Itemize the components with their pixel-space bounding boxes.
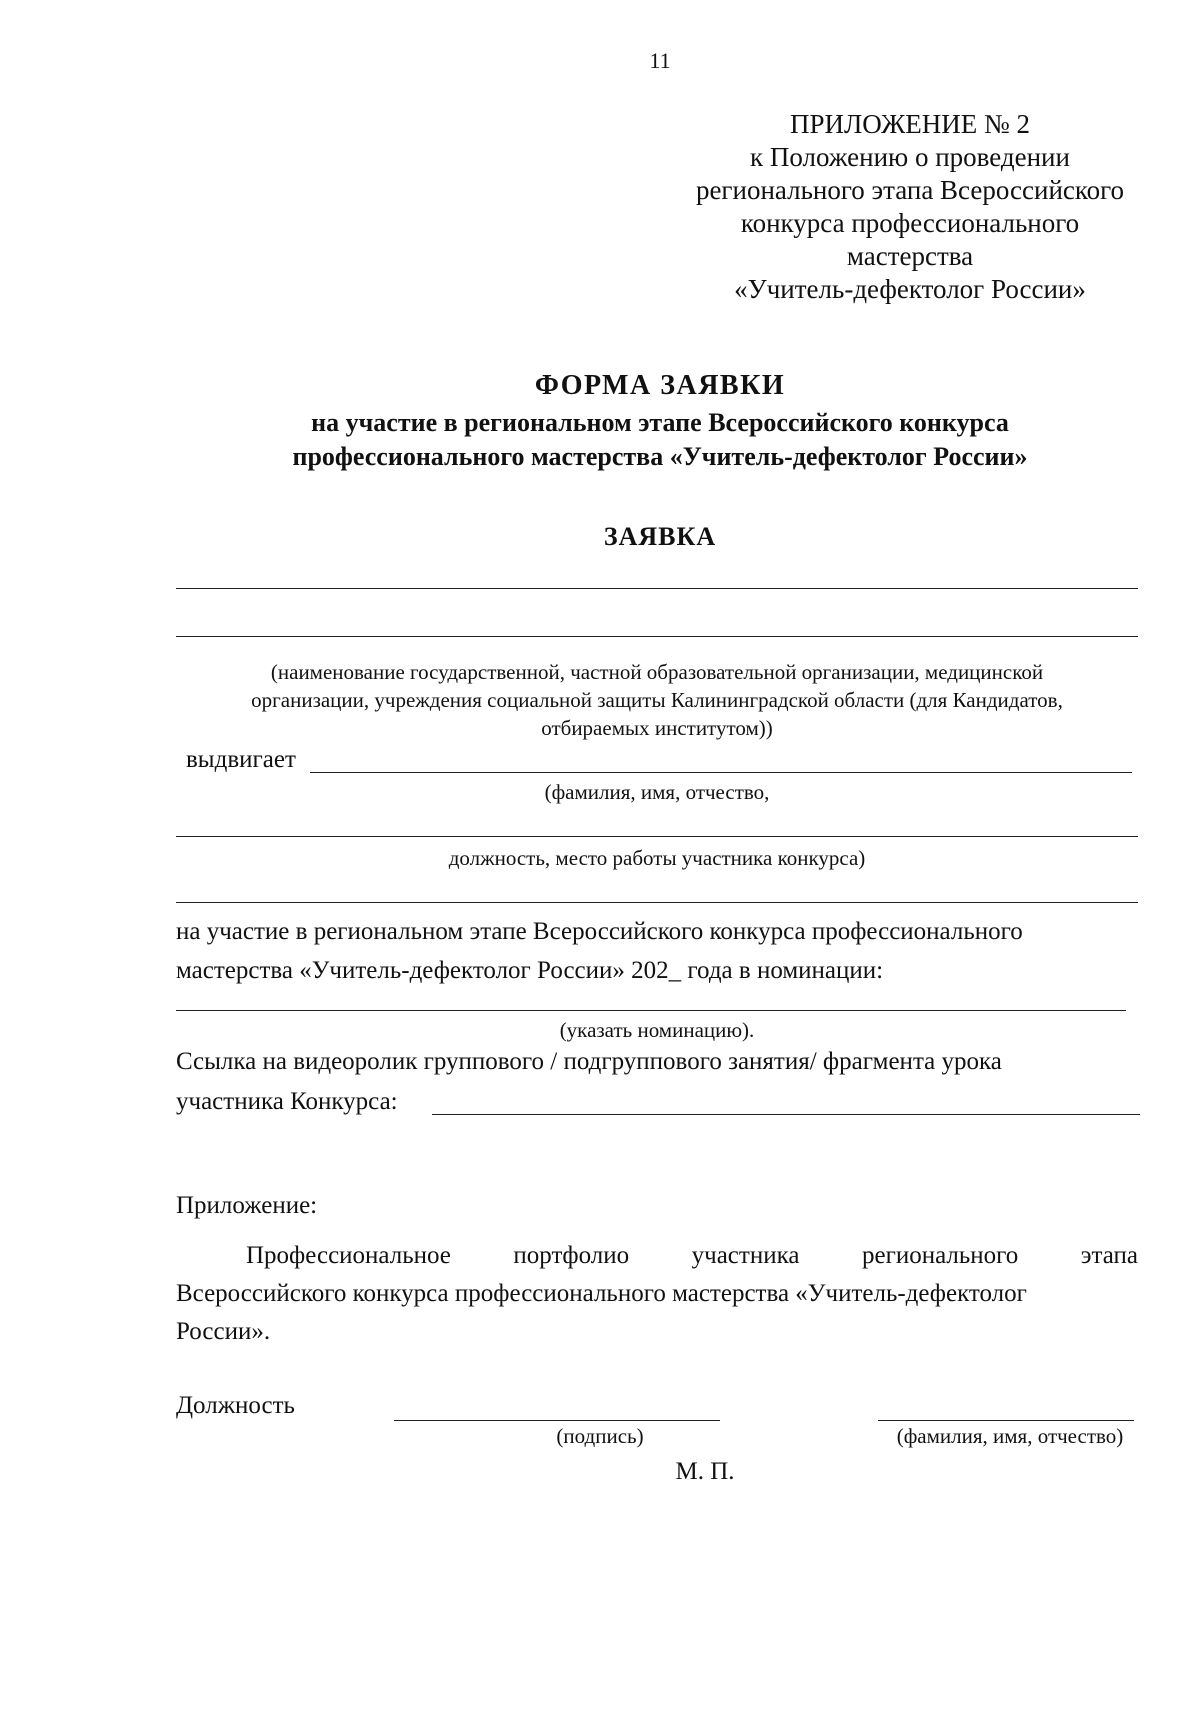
participation-line: мастерства «Учитель-дефектолог России» 202_ года в номинации:	[176, 957, 884, 984]
attachment-text-line-2: Всероссийского конкурса профессионального мастерства «Учитель-дефектолог	[176, 1280, 1027, 1307]
appendix-line: мастерства	[846, 241, 974, 271]
attachment-word: этапа	[1080, 1242, 1138, 1269]
organization-hint-line: отбираемых институтом))	[541, 716, 773, 740]
application-heading: ЗАЯВКА	[603, 522, 717, 551]
page-number: 11	[649, 48, 671, 73]
appendix-line: «Учитель-дефектолог России»	[734, 274, 1086, 304]
attachment-word: участника	[691, 1242, 800, 1269]
nominee-workplace-line[interactable]	[176, 902, 1138, 903]
nominee-fio-line[interactable]	[310, 772, 1132, 773]
attachment-word: Профессиональное	[246, 1242, 451, 1269]
appendix-line: к Положению о проведении	[750, 142, 1070, 172]
attachment-text-line-3: России».	[176, 1318, 271, 1345]
form-subtitle-line: профессионального мастерства «Учитель-дефектолог России»	[292, 442, 1028, 471]
form-title: ФОРМА ЗАЯВКИ	[534, 370, 786, 401]
attachment-word: портфолио	[513, 1242, 630, 1269]
attachment-word: регионального	[861, 1242, 1019, 1269]
participation-line: на участие в региональном этапе Всероссийского конкурса профессионального	[176, 918, 1023, 945]
organization-hint	[176, 658, 1138, 742]
stamp-place: М. П.	[675, 1458, 735, 1485]
appendix-block	[640, 108, 1180, 306]
form-subtitle-line: на участие в региональном этапе Всероссийского конкурса	[311, 408, 1009, 437]
organization-line-1[interactable]	[176, 588, 1138, 589]
video-link-text: Ссылка на видеоролик группового / подгруппового занятия/ фрагмента урока	[176, 1048, 1002, 1075]
nominee-position-hint: должность, место работы участника конкурса)	[448, 846, 866, 870]
appendix-line: регионального этапа Всероссийского	[695, 175, 1125, 205]
nomination-line[interactable]	[176, 1010, 1126, 1011]
form-subtitle	[0, 406, 1200, 474]
video-link-line[interactable]	[432, 1114, 1140, 1115]
signer-fio-line[interactable]	[878, 1420, 1134, 1421]
organization-hint-line: (наименование государственной, частной образовательной организации, медицинской	[270, 660, 1044, 684]
participation-text	[176, 912, 1138, 990]
appendix-line: конкурса профессионального	[740, 208, 1080, 238]
attachment-label: Приложение:	[176, 1192, 318, 1219]
organization-hint-line: организации, учреждения социальной защиты Калининградской области (для Кандидатов,	[251, 688, 1063, 712]
position-label: Должность	[176, 1392, 295, 1419]
video-link-label: участника Конкурса:	[176, 1088, 398, 1115]
nomination-hint: (указать номинацию).	[559, 1018, 755, 1042]
signature-line[interactable]	[394, 1420, 720, 1421]
nominee-position-line[interactable]	[176, 836, 1138, 837]
attachment-text-line-1	[246, 1242, 1138, 1270]
nominates-label: выдвигает	[186, 746, 296, 773]
nominee-fio-hint: (фамилия, имя, отчество,	[544, 780, 770, 804]
organization-line-2[interactable]	[176, 636, 1138, 637]
signature-hint: (подпись)	[556, 1424, 644, 1448]
signer-fio-hint: (фамилия, имя, отчество)	[896, 1424, 1124, 1448]
appendix-title: ПРИЛОЖЕНИЕ № 2	[789, 109, 1031, 139]
